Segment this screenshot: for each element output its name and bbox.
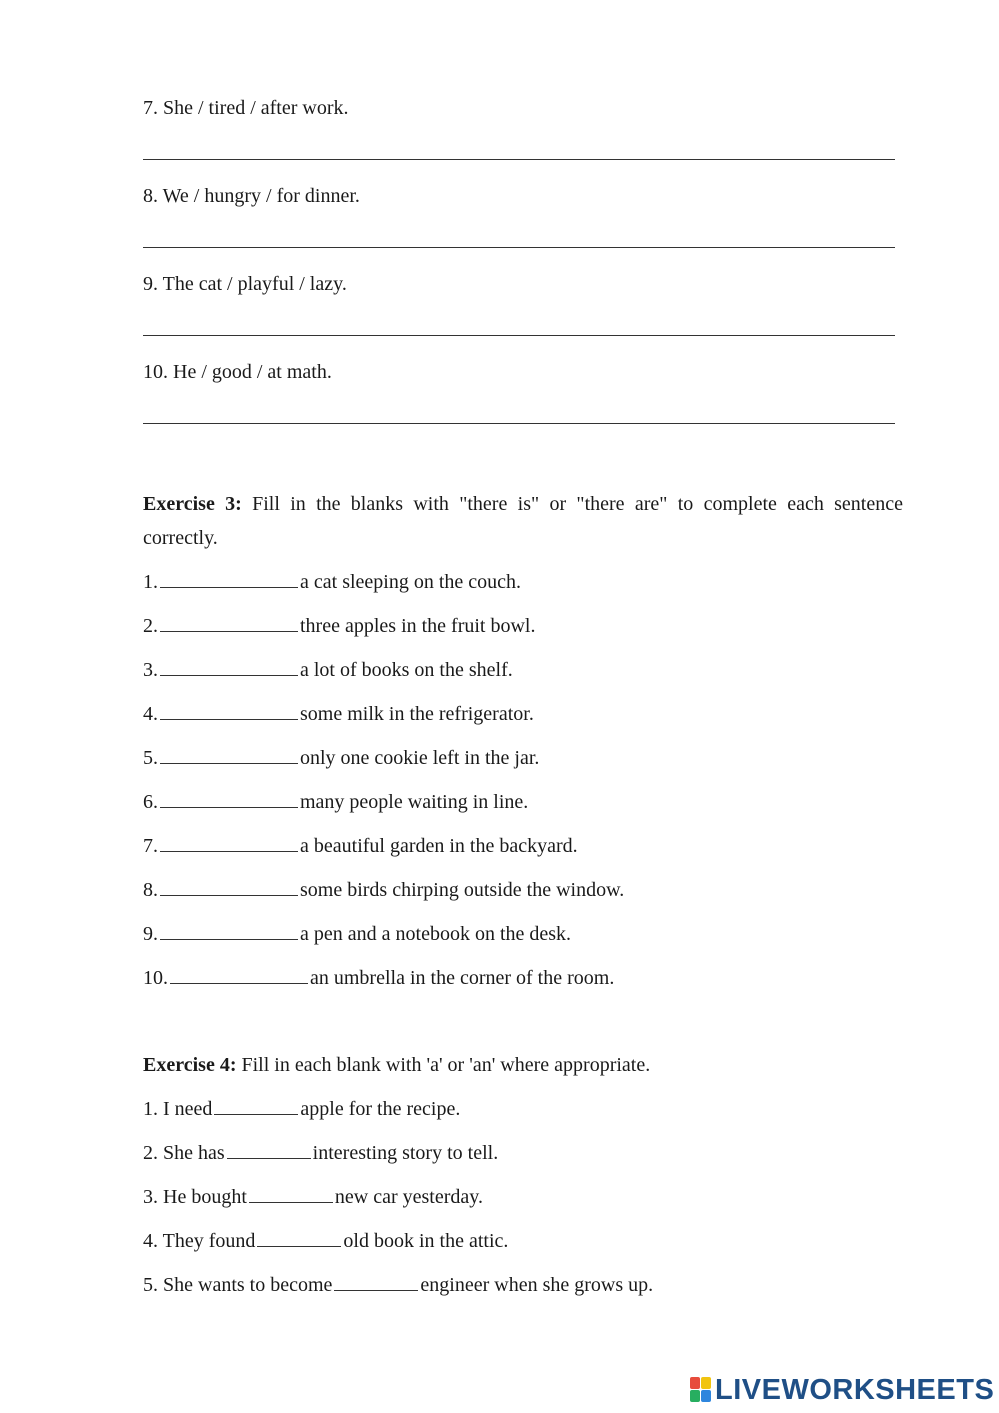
exercise3-label: Exercise 3: — [143, 493, 242, 515]
ex3-item-4: 4. some milk in the refrigerator. — [143, 703, 534, 725]
ex4-blank-3[interactable] — [249, 1186, 333, 1203]
ex3-blank-5[interactable] — [160, 747, 298, 764]
ex2-item-9: 9. The cat / playful / lazy. — [143, 273, 347, 295]
ex4-blank-4[interactable] — [257, 1230, 341, 1247]
ex2-item-8: 8. We / hungry / for dinner. — [143, 185, 360, 207]
exercise4-label: Exercise 4: — [143, 1054, 237, 1076]
ex2-answer-line-8[interactable] — [143, 247, 895, 248]
ex3-blank-3[interactable] — [160, 659, 298, 676]
ex2-item-10: 10. He / good / at math. — [143, 361, 332, 383]
ex3-blank-1[interactable] — [160, 571, 298, 588]
ex4-item-4: 4. They found old book in the attic. — [143, 1230, 509, 1252]
ex2-answer-line-7[interactable] — [143, 159, 895, 160]
ex4-item-5: 5. She wants to become engineer when she grows up. — [143, 1274, 654, 1296]
ex3-blank-10[interactable] — [170, 967, 308, 984]
liveworksheets-logo[interactable] — [690, 1375, 994, 1405]
ex3-item-9: 9. a pen and a notebook on the desk. — [143, 923, 572, 945]
ex3-blank-2[interactable] — [160, 615, 298, 632]
ex3-blank-9[interactable] — [160, 923, 298, 940]
ex3-item-3: 3. a lot of books on the shelf. — [143, 659, 513, 681]
liveworksheets-logo-icon — [690, 1377, 712, 1403]
ex4-item-1: 1. I need apple for the recipe. — [143, 1098, 461, 1120]
ex3-blank-8[interactable] — [160, 879, 298, 896]
ex4-blank-2[interactable] — [227, 1142, 311, 1159]
ex3-item-1: 1. a cat sleeping on the couch. — [143, 571, 522, 593]
ex4-item-3: 3. He bought new car yesterday. — [143, 1186, 483, 1208]
logo-text: LIVEWORKSHEETS — [715, 1373, 995, 1406]
ex3-item-6: 6. many people waiting in line. — [143, 791, 529, 813]
ex3-blank-7[interactable] — [160, 835, 298, 852]
exercise3-instruction-text: Fill in the blanks with "there is" or "there are" to complete each sentence correctly. — [143, 493, 903, 549]
ex3-item-7: 7. a beautiful garden in the backyard. — [143, 835, 578, 857]
exercise3-instruction — [143, 487, 903, 555]
ex2-answer-line-10[interactable] — [143, 423, 895, 424]
ex4-blank-5[interactable] — [334, 1274, 418, 1291]
ex2-item-7: 7. She / tired / after work. — [143, 97, 349, 119]
exercise4-instruction — [143, 1053, 650, 1077]
ex3-item-8: 8. some birds chirping outside the window. — [143, 879, 625, 901]
ex4-blank-1[interactable] — [214, 1098, 298, 1115]
ex3-blank-4[interactable] — [160, 703, 298, 720]
ex2-answer-line-9[interactable] — [143, 335, 895, 336]
exercise4-instruction-text: Fill in each blank with 'a' or 'an' where appropriate. — [236, 1054, 651, 1076]
ex3-blank-6[interactable] — [160, 791, 298, 808]
ex3-item-2: 2. three apples in the fruit bowl. — [143, 615, 536, 637]
ex4-item-2: 2. She has interesting story to tell. — [143, 1142, 499, 1164]
ex3-item-5: 5. only one cookie left in the jar. — [143, 747, 540, 769]
ex3-item-10: 10. an umbrella in the corner of the room. — [143, 967, 615, 989]
